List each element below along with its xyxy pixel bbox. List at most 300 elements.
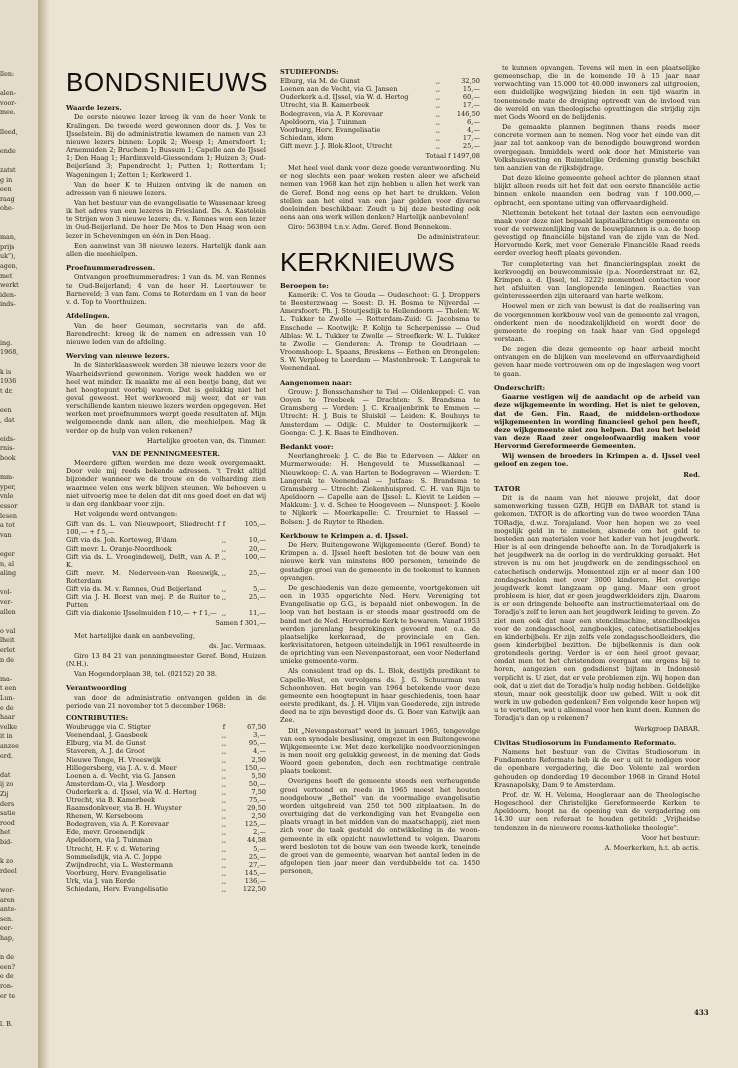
ledger-desc: Staveren, A. J. de Groot: [66, 747, 145, 756]
ledger-currency: ,,: [221, 812, 227, 821]
heading-bedankt: Bedankt voor:: [280, 442, 334, 451]
left-strip-fragment: rnis-: [0, 444, 15, 453]
ledger-row: [66, 739, 266, 747]
left-strip-fragment: ma-: [0, 674, 13, 683]
ledger-row: [66, 585, 266, 593]
giften-table: [66, 520, 266, 617]
ledger-amount: 10,—: [248, 536, 266, 545]
ledger-row: [66, 520, 266, 536]
left-strip-fragment: 1936: [0, 377, 17, 386]
heading-civitas: Civitas Studiosorum in Fundamento Reformato.: [494, 738, 677, 747]
signature: De administrateur.: [417, 233, 480, 242]
paragraph: Prof. dr. W. H. Velema, Hoogleraar aan de Theologische Hogeschool der Christelijke Gereformeerde Kerken te Apeldoorn, hoopt na de opening van de vergadering om 14.30 uur een referaat te houden getiteld: „Vrijheidse tendenzen in de nieuwere rooms-katholieke theologie".: [494, 790, 700, 832]
paragraph: Ontvangen proefnummeradres: 1 van ds. M. van Rennes te Oud-Beijerland; 4 van de heer H. Leertouwer te Barneveld; 3 van fam. Coms te Roterdam en 1 van de heer v. d. Top te Voorthuizen.: [66, 273, 266, 306]
paragraph: Meerdere giften werden me deze week overgemaakt. Door vele mij reeds bekende adressen. 't Trekt altijd bijzonder wanneer we de trouw en de volharding zien waarmee velen ons werk blijven steunen. We behoeven u niet uitvoerig mee te delen dat dit ons goed doet en dat wij u dan erg dankbaar voor zijn.: [66, 459, 266, 508]
ledger-desc: Urk, via J. van Eerde: [66, 876, 136, 885]
heading-afdelingen: Afdelingen.: [66, 312, 110, 321]
left-strip-fragment: haar: [0, 713, 15, 722]
ledger-row: [280, 134, 480, 142]
paragraph: Dit is de naam van het nieuwe projekt, dat door samenwerking tussen GZB, HGJB en DABAR tot stand is gekomen. TATOR is de afkorting van de twee woorden TAna TORadja, d.w.z. Torajaland. Voor hen hopen we zo veel mogelijk geld in te zamelen, alsmede om het geld te besteden aan materialen voor het kader van het jeugdwerk. Hier is al een dringende behoefte aan. In de Toradjakerk is het jeugdwerk na de oorlog in de verdrukking geraakt. Het streven is nu om het jeugdwerk en de zendingsschool en catechetisch onderwijs. Momenteel zijn er al meer dan 100 zondagsscholen met over 3000 kinderen. Het overige jeugdwerk komt langzaam op gang. Maar een groot probleem is hier, dat er geen jeugdwerkleiders zijn. Daarom is er een dringende behoefte aan instructiemateriaal om de Toradja's zelf te leren aan het jeugdwerk leiding te geven. Zo ziet men ook dat naar een stencilmachine, stencilboekjes voor de zondagsschool, zangboekjes, catechetisatieboekjes en kinderbijbels. Er zijn zelfs vele zondagsschoolleiders, die geen kinderbijbel bezitten. De bijbelkennis is dan ook grotendeels gering. Verder is er een heel groot gevaar, omdat men tot het christendom overgaat om ergens bij te horen, aangezien een godsdienst bijtam in Indonesië verplicht is. U ziet, dat er vele problemen zijn. Wij hopen dan ook, dat u ziet dat de Toradja's hulp nodig hebben. Geldelijke steun, maar ook geestelijk door uw gebed. Wilt u ook dit werk in uw gebeden gedenken? Een volgende keer hopen wij u te vertellen, wat u allemaal voor hen kunt doen. Kunnen de Toradja's dan op u rekenen?: [494, 494, 700, 723]
heading-werving: Werving van nieuwe lezers.: [66, 351, 170, 360]
ledger-currency: ,,: [221, 779, 227, 788]
ledger-row: [280, 77, 480, 85]
left-strip-fragment: sen.: [0, 914, 14, 923]
ledger-desc: Gift via ds. Joh. Korteweg, B'dam: [66, 536, 177, 545]
left-strip-fragment: t dr.: [0, 386, 14, 395]
paragraph: Niettemin betekent het totaal der lasten een eenvoudige maak voor deze niet bepaald kapitaalkrachtige gemeente en voor de verwezenlijking van de bouwplannen is o.a. de hoop gevestigd op financiële bijstand van de zijde van de Ned. Hervormde Kerk, met voor Generale Financiële Raad reeds eerder overleg heeft plaats gevonden.: [494, 208, 700, 258]
paragraph: Als consulent trad op ds. L. Blok, destijds predikant te Capelle-West, en vervolgens ds. J. G. Schuurman van Schoonhoven. Het begin van 1964 betekende voor deze gemeente een hoogtepunt in haar geschiedenis, toen haar eerste predikant, ds. J. H. Vlijm van Goederede, zijn intrede deed na te zijn bevestigd door ds. G. Boer van Katwijk aan Zee.: [280, 667, 480, 725]
totaal: Totaal f 1497,08: [425, 152, 480, 160]
ledger-currency: ,,: [221, 552, 227, 561]
ledger-currency: ,,: [221, 731, 227, 740]
heading-onderschrift: Onderschrift:: [494, 383, 546, 392]
column-1: [66, 98, 266, 893]
paragraph: De zegen die deze gemeente op haar arbeid mocht ontvangen en de blijken van meelevend en offervaardigheid geven haar mede vertrouwen om op de ingeslagen weg voort te gaan.: [494, 345, 700, 378]
ledger-amount: 125,—: [244, 820, 266, 829]
ledger-currency: ,,: [435, 109, 441, 118]
ledger-desc: Nieuwe Tonge, H. Vreeswijk: [66, 755, 161, 764]
ledger-amount: 75,—: [248, 796, 266, 805]
left-strip-fragment: alen-: [0, 89, 16, 98]
left-strip-fragment: vnle: [0, 492, 14, 501]
ledger-desc: Gift via ds. L. Vroegindeweij, Delft, van A. P. K.: [66, 552, 220, 569]
left-strip-fragment: , dat: [0, 415, 15, 424]
ledger-row: [66, 845, 266, 853]
ledger-row: [66, 869, 266, 877]
left-strip-fragment: hap,: [0, 934, 15, 942]
ledger-row: [66, 756, 266, 764]
ledger-row: [280, 110, 480, 118]
ledger-row: [66, 836, 266, 844]
ledger-currency: ,,: [221, 804, 227, 813]
ledger-amount: 2,50: [251, 812, 266, 821]
ledger-amount: 150,—: [244, 763, 266, 772]
left-strip-fragment: zatst: [0, 166, 16, 174]
ledger-amount: 44,58: [247, 836, 266, 845]
ledger-row: [66, 812, 266, 820]
left-strip-fragment: man,: [0, 233, 17, 242]
left-strip-fragment: a tot: [0, 521, 15, 530]
bondsnieuws-header: [66, 68, 266, 102]
ledger-amount: 105,—: [244, 520, 266, 529]
ledger-amount: 5,50: [251, 771, 266, 780]
ledger-row: [280, 101, 480, 109]
left-strip-fragment: g in: [0, 175, 13, 184]
ledger-currency: ,,: [221, 544, 227, 553]
ledger-amount: 146,50: [456, 109, 480, 118]
left-strip-fragment: lleed,: [0, 127, 18, 136]
ledger-desc: Voorburg, Herv. Evangelisatie: [280, 125, 381, 134]
left-strip-fragment: e de: [0, 703, 14, 712]
ledger-currency: ,,: [435, 117, 441, 126]
ledger-row: [280, 142, 480, 150]
ledger-currency: ,,: [435, 77, 441, 86]
ledger-desc: Gift van ds. L. van Nieuwpoort, Sliedrecht f 100,— + f 5,—: [66, 520, 220, 537]
column-3: [494, 64, 700, 854]
left-strip-fragment: eer-: [0, 924, 13, 933]
left-strip-fragment: het: [0, 828, 11, 837]
left-strip-fragment: anzee: [0, 742, 19, 750]
ledger-desc: Amsterdam-O., via J. Wesdorp: [66, 779, 166, 788]
ledger-currency: ,,: [221, 787, 227, 796]
left-strip-fragment: it in: [0, 732, 13, 741]
left-strip-fragment: erlet: [0, 646, 16, 654]
ledger-amount: 60,—: [462, 93, 480, 102]
left-strip-fragment: lheit: [0, 636, 15, 645]
paragraph: De gemaakte plannen beginnen thans reeds meer concrete vormen aan te nemen. Nog voor het einde van dit jaar zal tot aankoop van de benodigde bouwgrond worden overgegaan. Inmiddels werd ook door het Ministerie van Volkshuisvesting en Ruimtelijke Ordening gunstig beschikt ten aanzien van de rijksbijdrage.: [494, 123, 700, 172]
paragraph: Van de heer K te Huizen ontving ik de namen en adressen van 6 nieuwe lezers.: [66, 180, 266, 197]
ledger-row: [280, 118, 480, 126]
heading-kerkbouw-krimpen: Kerkbouw te Krimpen a. d. IJssel.: [280, 531, 409, 540]
signature: Werkgroep DABAR.: [634, 724, 700, 733]
left-strip-fragment: ver-: [0, 598, 13, 606]
ledger-row: [66, 536, 266, 544]
left-strip-fragment: voor-: [0, 98, 17, 107]
ledger-currency: ,,: [221, 885, 227, 894]
ledger-row: [66, 804, 266, 812]
ledger-currency: ,,: [221, 820, 227, 829]
paragraph: Kamerik: C. Vos te Gouda — Oudeschoot: G. J. Droppers te Beesterzwaag — Soest: D. H. Bosma te Nijverdal — Amersfoort: Ph. J. Stoutjesdijk te Hellendoorn — Tholen: W. L. Tukker te Zwolle — Rotterdam-Zuid: G. Jacobsma te Enschede — Kootwijk: P. Kolijn te Scherpenisse — Oud Alblas: W. L. Tukker te Zwolle — Streefkerk: W. L. Tukker te Zwolle — Genderen: A. Tromp te Goudriaan — Vroomshoop: L. Spaans, Breskens — Eethen en Drongelen: S. W. Verploeg te Leerdam — Mastenbroek: T. Langerak te Veenendaal.: [280, 290, 480, 373]
left-strip-fragment: satie: [0, 809, 16, 818]
ledger-currency: ,,: [221, 568, 227, 577]
left-strip-fragment: n de: [0, 655, 15, 664]
left-page-fragment: [0, 0, 39, 1068]
left-strip-fragment: e de: [0, 972, 14, 981]
left-strip-fragment: allen: [0, 607, 16, 616]
heading-waarde-lezers: Waarde lezers.: [66, 104, 122, 112]
left-strip-fragment: eger: [0, 550, 15, 558]
ledger-row: [66, 609, 266, 617]
ledger-row: [280, 85, 480, 93]
ledger-desc: Loenen a. d. Vecht, via G. Jansen: [66, 771, 176, 780]
ledger-amount: 3,—: [253, 731, 266, 740]
binding-gutter: [38, 0, 50, 1068]
ledger-amount: 15,—: [462, 85, 480, 94]
paragraph-bold: Gaarne vestigen wij de aandacht op de arbeid van deze wijkgemeente in wording. Het is niet te geloven, dat de Gen. Fin. Raad, de middelen-orthodoxe wijkgemeenten in wording financieel gehol pen heeft, deze wijkgemeente niet zou helpen. Dat zou het beleid van deze Raad zeer ongeloofwaardig maken voor Hervormd Gereformeerde Gemeenten.: [494, 393, 700, 451]
ledger-currency: f: [222, 723, 226, 732]
ledger-currency: ,,: [221, 771, 227, 780]
ledger-row: [66, 747, 266, 755]
left-strip-fragment: ing.: [0, 338, 13, 347]
paragraph: Van het bestuur van de evangelisatie te Wassenaar kreeg ik het adres van een lezeres in Friesland. Ds. A. Kastelein te Strijen won 3 nieuwe lezers; ds. v. Rennes won een lezer in Oud-Beijerland. De heer De Mos te Den Haag won een lezer in Scheveningen en één in Den Haag.: [66, 198, 266, 240]
paragraph-bold: Wij wensen de broeders in Krimpen a. d. IJssel veel geloof en zegen toe.: [494, 452, 700, 469]
ledger-amount: 25,—: [248, 852, 266, 861]
ledger-row: [280, 126, 480, 134]
left-strip-fragment: yper,: [0, 482, 16, 491]
paragraph: Giro 13 84 21 van penningmeester Geref. Bond, Huizen (N.H.).: [66, 651, 266, 668]
left-strip-fragment: ron-: [0, 982, 14, 990]
ledger-desc: Bodegraven, via A. P. Korevaar: [280, 109, 383, 118]
ledger-row: [66, 788, 266, 796]
left-strip-fragment: l. B.: [0, 1020, 13, 1029]
paragraph: Ter completering van het financieringsplan zoekt de kerkvoogdij en bouwcommissie (p.a. Noorderstraat nr. 62, Krimpen a. d. IJssel, tel. 3222) momenteel contacten voor het afsluiten van langlopende leningen. Reacties van geïnteresseerden zijn uiteraard van harte welkom.: [494, 259, 700, 301]
ledger-row: [66, 545, 266, 553]
left-strip-fragment: bid-: [0, 838, 13, 846]
left-strip-fragment: agen,: [0, 262, 18, 270]
ledger-currency: ,,: [435, 85, 441, 94]
left-strip-fragment: Zij: [0, 790, 9, 798]
samen-total: Samen f 301,—: [215, 619, 266, 628]
paragraph: Dit „Nevenpastoraat" werd in januari 1965, tengevolge van een synodale beslissing, omgezet in een Buitengewone Wijkgemeente i.w. Met deze kerkelijke noodvoorzieningen is men nooit erg gelukkig geweest, in de mening dat Gods Woord geen gebonden, doch een rechtmatige centrale plaats toekomt.: [280, 726, 480, 776]
ledger-desc: Gift via J. H. Borst van mej. P. de Ruiter te Putten: [66, 593, 220, 610]
paragraph: Hoewel men er zich van bewust is dat de realisering van de voorgenomen kerkbouw veel van de gemeente zal vragen, onderkent men de noodzakelijkheid en wordt door de gemeente de roeping en taak haar van God opgelegd verstaan.: [494, 302, 700, 343]
signature: ds. Jac. Vermaas.: [208, 641, 266, 650]
ledger-desc: Ouderkerk a. d. IJssel, via W. d. Hertog: [66, 787, 197, 796]
ledger-desc: Utrecht, via B. Kamerbeek: [280, 101, 370, 110]
ledger-desc: Schiedam, Herv. Evangelisatie: [66, 885, 169, 894]
ledger-amount: 95,—: [248, 739, 266, 748]
ledger-currency: ,,: [221, 868, 227, 877]
left-strip-fragment: vol-: [0, 588, 12, 597]
ledger-currency: ,,: [221, 763, 227, 772]
left-strip-fragment: een: [0, 185, 12, 194]
left-strip-fragment: k zo: [0, 857, 14, 866]
left-strip-fragment: lesen: [0, 511, 18, 520]
left-strip-fragment: werkt: [0, 281, 19, 290]
left-strip-fragment: essor: [0, 502, 18, 510]
ledger-amount: 6,—: [467, 117, 480, 126]
section-title-kerknieuws: KERKNIEUWS: [280, 246, 455, 277]
ledger-row: [66, 796, 266, 804]
left-strip-fragment: een: [0, 406, 12, 414]
left-strip-fragment: een?: [0, 962, 16, 971]
heading-penningmeester: VAN DE PENNINGMEESTER.: [112, 449, 220, 458]
ledger-currency: ,,: [221, 593, 227, 602]
left-strip-fragment: wor-: [0, 886, 15, 894]
ledger-amount: 100,—: [244, 552, 266, 561]
ledger-amount: 145,—: [244, 868, 266, 877]
ledger-currency: ,,: [221, 755, 227, 764]
ledger-row: [66, 553, 266, 569]
paragraph: Het volgende werd ontvangen:: [74, 510, 178, 519]
left-strip-fragment: rdeel: [0, 866, 17, 875]
ledger-desc: Bodegraven, via A. P. Korevaar: [66, 820, 169, 829]
paragraph: Dat deze kleine gemeente geheel achter de plannen staat blijkt alleen reeds uit het feit dat een eerste financiële actie binnen enkele maanden een bedrag van f 100.000,— opbracht, een spontane uiting van offervaardigheid.: [494, 174, 700, 207]
ledger-amount: 17,—: [462, 133, 480, 142]
ledger-amount: 20,—: [248, 544, 266, 553]
ledger-amount: 25,—: [462, 141, 480, 150]
ledger-desc: Gift via ds. M. v. Rennes, Oud Beijerland: [66, 584, 202, 593]
left-strip-fragment: eids-: [0, 434, 16, 443]
paragraph: Van Hogendorplaan 38, tel. (02152) 20 38.: [74, 670, 218, 679]
ledger-desc: Veenendaal, J. Gaasbeek: [66, 731, 148, 740]
left-strip-fragment: van: [0, 530, 12, 539]
ledger-desc: Gift mevr. M. Nederveen-van Reeuwijk, Rotterdam: [66, 568, 220, 585]
ledger-amount: 2,—: [253, 828, 266, 837]
ledger-row: [66, 853, 266, 861]
ledger-amount: 7,50: [251, 787, 266, 796]
ledger-currency: ,,: [221, 609, 227, 618]
left-strip-fragment: inds-: [0, 300, 16, 309]
ledger-desc: Raamsdonkveer, via B. H. Wuyster: [66, 804, 182, 813]
left-strip-fragment: o val: [0, 626, 16, 635]
left-strip-fragment: aling: [0, 569, 17, 578]
left-strip-fragment: ohe-: [0, 204, 14, 213]
left-strip-fragment: 1968,: [0, 348, 19, 357]
ledger-amount: 136,—: [244, 876, 266, 885]
ledger-amount: 27,—: [248, 860, 266, 869]
paragraph: Een aanwinst van 38 nieuwe lezers. Hartelijk dank aan allen die meehielpen.: [66, 241, 266, 258]
ledger-row: [66, 885, 266, 893]
left-strip-fragment: raag: [0, 194, 15, 203]
ledger-currency: ,,: [221, 828, 227, 837]
left-strip-fragment: ante-: [0, 905, 17, 914]
left-strip-fragment: uk"),: [0, 252, 16, 261]
paragraph: Namens het bestuur van de Civitas Studiosorum in Fundamento Reformato heb ik de eer u uit te nodigen voor de openbare vergadering, die Deo Volente zal worden gehouden op donderdag 19 december 1968 in Grand Hotel Krasnapolsky, Dam 9 te Amsterdam.: [494, 748, 700, 789]
left-strip-fragment: k is: [0, 367, 12, 376]
ledger-row: [66, 828, 266, 836]
ledger-amount: 11,—: [248, 609, 266, 618]
left-strip-fragment: mee.: [0, 108, 16, 117]
ledger-currency: ,,: [221, 852, 227, 861]
ledger-amount: 67,50: [247, 723, 266, 732]
ledger-desc: Ede, mevr. Groenendijk: [66, 828, 145, 837]
ledger-row: [66, 772, 266, 780]
ledger-currency: f: [222, 520, 226, 529]
left-strip-fragment: mm-: [0, 473, 15, 482]
left-strip-fragment: n de: [0, 953, 15, 962]
ledger-currency: ,,: [221, 876, 227, 885]
page-number: 433: [694, 1008, 709, 1017]
ledger-currency: ,,: [435, 133, 441, 142]
ledger-amount: 50,—: [248, 779, 266, 788]
ledger-desc: Loenen aan de Vecht, via G. Jansen: [280, 85, 398, 94]
left-strip-fragment: dat: [0, 770, 11, 779]
ledger-amount: 4,—: [253, 747, 266, 756]
heading-verantwoording: Verantwoording: [66, 684, 127, 693]
ledger-row: [66, 877, 266, 885]
paragraph: De Herv. Buitengewone Wijkgemeente (Geref. Bond) te Krimpen a. d. IJssel heeft besloten tot de bouw van een nieuwe kerk van minstens 800 personen, teneinde de gestadige groei van de gemeente in de toekomst te kunnen opvangen.: [280, 541, 480, 582]
ledger-row: [280, 93, 480, 101]
signature: Red.: [683, 470, 700, 479]
ledger-amount: 5,—: [253, 844, 266, 853]
ledger-currency: ,,: [221, 860, 227, 869]
ledger-desc: Utrecht, H. F. v. d. Wetering: [66, 844, 160, 853]
column-2: [280, 64, 480, 877]
contributies-table: [66, 723, 266, 893]
signature: Hartelijke groeten van, ds. Timmer.: [146, 436, 266, 445]
left-strip-fragment: prijs: [0, 242, 15, 251]
left-strip-fragment: ij zo: [0, 780, 14, 789]
left-strip-fragment: er te: [0, 991, 16, 1000]
paragraph: Overigens heeft de gemeente steeds een verheugende groei vertoond en reeds in 1965 moest het houten noodgebouw „Bethel" van de voormalige evangelisatie worden uitgebreid van 250 tot 500 zitplaatsen. In de overtuiging dat de verkondiging van het Evangelie een plaats vraagt in het midden van de maatschappij, ziet men zich voor de taak gesteld de ontwikkeling in de woon-gemeente in elk opzicht nauwlettend te volgen. Daarom werd besloten tot de bouw van een tweede kerk, teneinde de groei van de gemeente, waarvan het aantal leden in de afgelopen tien jaar meer dan verdubbelde tot ca. 1450 personen,: [280, 777, 480, 876]
ledger-amount: 2,50: [251, 755, 266, 764]
ledger-desc: Gift mevr. L. Oranje-Noordhoek: [66, 544, 172, 553]
ledger-desc: Apeldoorn, via J. Tuinman: [280, 117, 367, 126]
ledger-desc: Sommelsdijk, via A. C. Joppe: [66, 852, 162, 861]
left-strip-fragment: t een: [0, 684, 17, 693]
left-strip-fragment: ders: [0, 799, 15, 808]
ledger-row: [66, 764, 266, 772]
ledger-currency: ,,: [221, 739, 227, 748]
heading-studiefonds: STUDIEFONDS:: [280, 68, 339, 76]
ledger-amount: 17,—: [462, 101, 480, 110]
ledger-amount: 122,50: [242, 885, 266, 894]
left-strip-fragment: met: [0, 271, 13, 280]
ledger-desc: Schiedam, idem: [280, 133, 334, 142]
paragraph: In de Sinterklaasweek werden 38 nieuwe lezers voor de Waarheidsvriend gewonnen. Vorige week hadden we er heel wat minder. Ik maakte me al een beetje bang, dat we het hoogtepunt voorbij waren. Dat is gelukkig niet het geval geweest. Het werkwoord mij weer, dat er van verschillende kanten nieuwe lezers werden opgegeven. Het werken met proefnummers werpt goede resultaten af. Mijn welgemeende dank aan allen, die meehielpen. Mag ik verder op de hulp van velen rekenen?: [66, 361, 266, 435]
ledger-desc: Ouderkerk a.d. IJssel, via W. d. Hertog: [280, 93, 409, 102]
ledger-amount: 32,50: [461, 77, 480, 86]
ledger-amount: 4,—: [467, 125, 480, 134]
ledger-desc: Gift mevr. J. J. Blok-Kloot, Utrecht: [280, 141, 393, 150]
ledger-currency: ,,: [221, 536, 227, 545]
ledger-amount: 29,50: [247, 804, 266, 813]
paragraph: te kunnen opvangen. Tevens wil men in een plaatselijke gemeenschap, die in de komende 10 à 15 jaar naar verwachting van 15.000 tot 40.000 inwoners zal uitgroeien, een duidelijke wegwijzing bieden in een tijd waarin in toenemende mate de dreiging optreedt van de invloed van de wereld en van theologische opvattingen die strijdig zijn met Gods Woord en de belijdenis.: [494, 64, 700, 121]
left-strip-fragment: ende: [0, 146, 16, 155]
ledger-desc: Elburg, via M. de Gunst: [66, 739, 146, 748]
ledger-amount: 5,—: [253, 584, 266, 593]
paragraph: De geschiedenis van deze gemeente, voortgekomen uit een in 1935 opgerichte Ned. Herv. Vereniging tot Evangelisatie op G.G., is bepaald niet onbewogen. In de loop van het bestaan is er steeds maar gestreefd om de band met de Ned. Hervormde Kerk te bewaren. Vanaf 1953 werden jarenlang besprekingen gevoerd met o.a. de plaatselijke kerkeraad, de provinciale en Gen. kerkvisitatoren, hetgeen uiteindelijk in 1961 resulteerde in de oprichting van een Nevenpastoraat, een voor Nederland unieke gemeente-vorm.: [280, 583, 480, 666]
paragraph: De eerste nieuwe lezer kreeg ik van de heer Vonk te Kralingen. De tweede werd gewonnen door ds. J. Vos te IJsselstein. Bij de administratie kwamen de namen van 23 nieuwe lezers binnen: Lopik 2; Weesp 1; Amersfoort 1; Arnemuiden 2; Bruchem 1; Bussum 1; Capelle aan de IJssel 1; Den Haag 1; Hardinxveld-Giessendam 1; Huizen 3; Oud-Beijerland 3; Papendrecht 1; Putten 1; Rotterdam 1; Wageningen 1; Zetten 1; Kerkwerd 1.: [66, 113, 266, 179]
paragraph: van door de administratie ontvangen gelden in de periode van 21 november tot 5 december 1968:: [66, 693, 266, 710]
left-strip-fragment: erd.: [0, 751, 13, 760]
left-strip-fragment: llen:: [0, 70, 15, 78]
ledger-desc: Hillegersberg, via J. A. v. d. Meer: [66, 763, 177, 772]
left-strip-fragment: rood: [0, 818, 15, 827]
ledger-row: [66, 569, 266, 585]
left-strip-fragment: book: [0, 454, 16, 462]
ledger-currency: ,,: [435, 93, 441, 102]
ledger-currency: ,,: [221, 796, 227, 805]
ledger-row: [66, 820, 266, 828]
ledger-desc: Voorburg, Herv. Evangelisatie: [66, 868, 167, 877]
ledger-currency: ,,: [221, 584, 227, 593]
ledger-desc: Rhenen, W. Kerseboom: [66, 812, 144, 821]
ledger-currency: ,,: [435, 101, 441, 110]
heading-contributies: CONTRIBUTIES:: [66, 714, 129, 723]
signature: A. Moerkerken, h.t. ab actis.: [604, 843, 700, 852]
section-title-bondsnieuws: BONDSNIEUWS: [66, 67, 268, 97]
paragraph: Neerlangbroek: J. C. de Bie te Ederveen — Akker en Murmerwoude: H. Hengeveld te Musselkanaal — Nieuwkoop: C. A. van Harten te Bodegraven — Wierden: T. Langerak te Veenendaal — Jutfaas: S. Brandsma te Gramsberg — Utrecht: Ziekenhuispred. C. H. van Rijn te Apeldoorn — Capelle aan de IJssel: L. Kievit te Leiden — Makkum: J. v. d. Schee te Hoogeveen — Nunspeet: J. Koele te Nijkerk — Moerkapelle: C. Treurniet te Hassel — Bolsen: J. de Ruyter te Rheden.: [280, 452, 480, 526]
ledger-desc: Utrecht, via B. Kamerbeek: [66, 796, 156, 805]
paragraph: Met hartelijke dank en aanbeveling,: [74, 631, 195, 640]
ledger-currency: ,,: [221, 747, 227, 756]
left-strip-fragment: iden-: [0, 290, 17, 299]
heading-tator: TATOR: [494, 484, 521, 493]
ledger-row: [66, 731, 266, 739]
ledger-desc: Zwijndrecht, via L. Westermann: [66, 860, 174, 869]
ledger-row: [66, 861, 266, 869]
ledger-desc: Gift via diakonie IJsselmuiden f 10,— + f 1,—: [66, 609, 217, 618]
ledger-desc: Woubrugge via C. Stigter: [66, 723, 151, 732]
ledger-currency: ,,: [435, 141, 441, 150]
ledger-row: [66, 593, 266, 609]
ledger-currency: ,,: [435, 125, 441, 134]
ledger-currency: ,,: [221, 836, 227, 845]
ledger-amount: 25,—: [248, 593, 266, 602]
ledger-desc: Apeldoorn, via J. Tuinman: [66, 836, 153, 845]
heading-proefnummer: Proefnummeradressen.: [66, 264, 155, 273]
studiefonds-table: [280, 77, 480, 150]
ledger-row: [66, 780, 266, 788]
ledger-currency: ,,: [221, 844, 227, 853]
paragraph: Van de heer Gouman, secretaris van de afd. Barendrecht: kreeg ik de namen en adressen van 10 nieuwe leden van de afdeling.: [66, 321, 266, 346]
paragraph: Met heel veel dank voor deze goede verantwoording. Nu er nog slechts een paar weken resten aleer we afscheid nemen van 1968 kan het zijn hebben u allen het werk van de Geref. Bond nog eens op het hart te drukken. Velen stellen aan het eind van een jaar gelden voor diverse doeleinden beschikbaar. Zoudt u bij deze besteding ook eens aan ons werk willen denken? Hartelijk aanbevolen!: [280, 164, 480, 222]
heading-beroepen: Beroepen te:: [280, 281, 329, 290]
left-strip-fragment: Lun-: [0, 694, 15, 702]
ledger-desc: Elburg, via M. de Gunst: [280, 77, 360, 86]
ledger-amount: 25,—: [248, 568, 266, 577]
left-strip-fragment: aren: [0, 895, 15, 904]
paragraph: Grouw: J. Bonsschansher te Tiel — Oldenkeppel: C. van Ooyen te Treebeek — Drachten: S. Brandsma te Gramsberg — Vorden: J. C. Kraaijenbrink te Emmen — Utrecht: H. J. Buis te Sluiskil — Leiden: K. Bouhuys te Amsterdam — Odijk: C. Mulder te Oostermijkerk — Goenga: C. J. K. Baas te Eindhoven.: [280, 387, 480, 437]
left-strip-fragment: velke: [0, 722, 18, 731]
paragraph: Giro: 563894 t.n.v. Adm. Geref. Bond Bennekom.: [288, 223, 452, 232]
left-strip-fragment: n, al: [0, 559, 15, 568]
signature: Voor het bestuur:: [641, 833, 700, 842]
ledger-row: [66, 723, 266, 731]
heading-aangenomen: Aangenomen naar:: [280, 378, 352, 387]
